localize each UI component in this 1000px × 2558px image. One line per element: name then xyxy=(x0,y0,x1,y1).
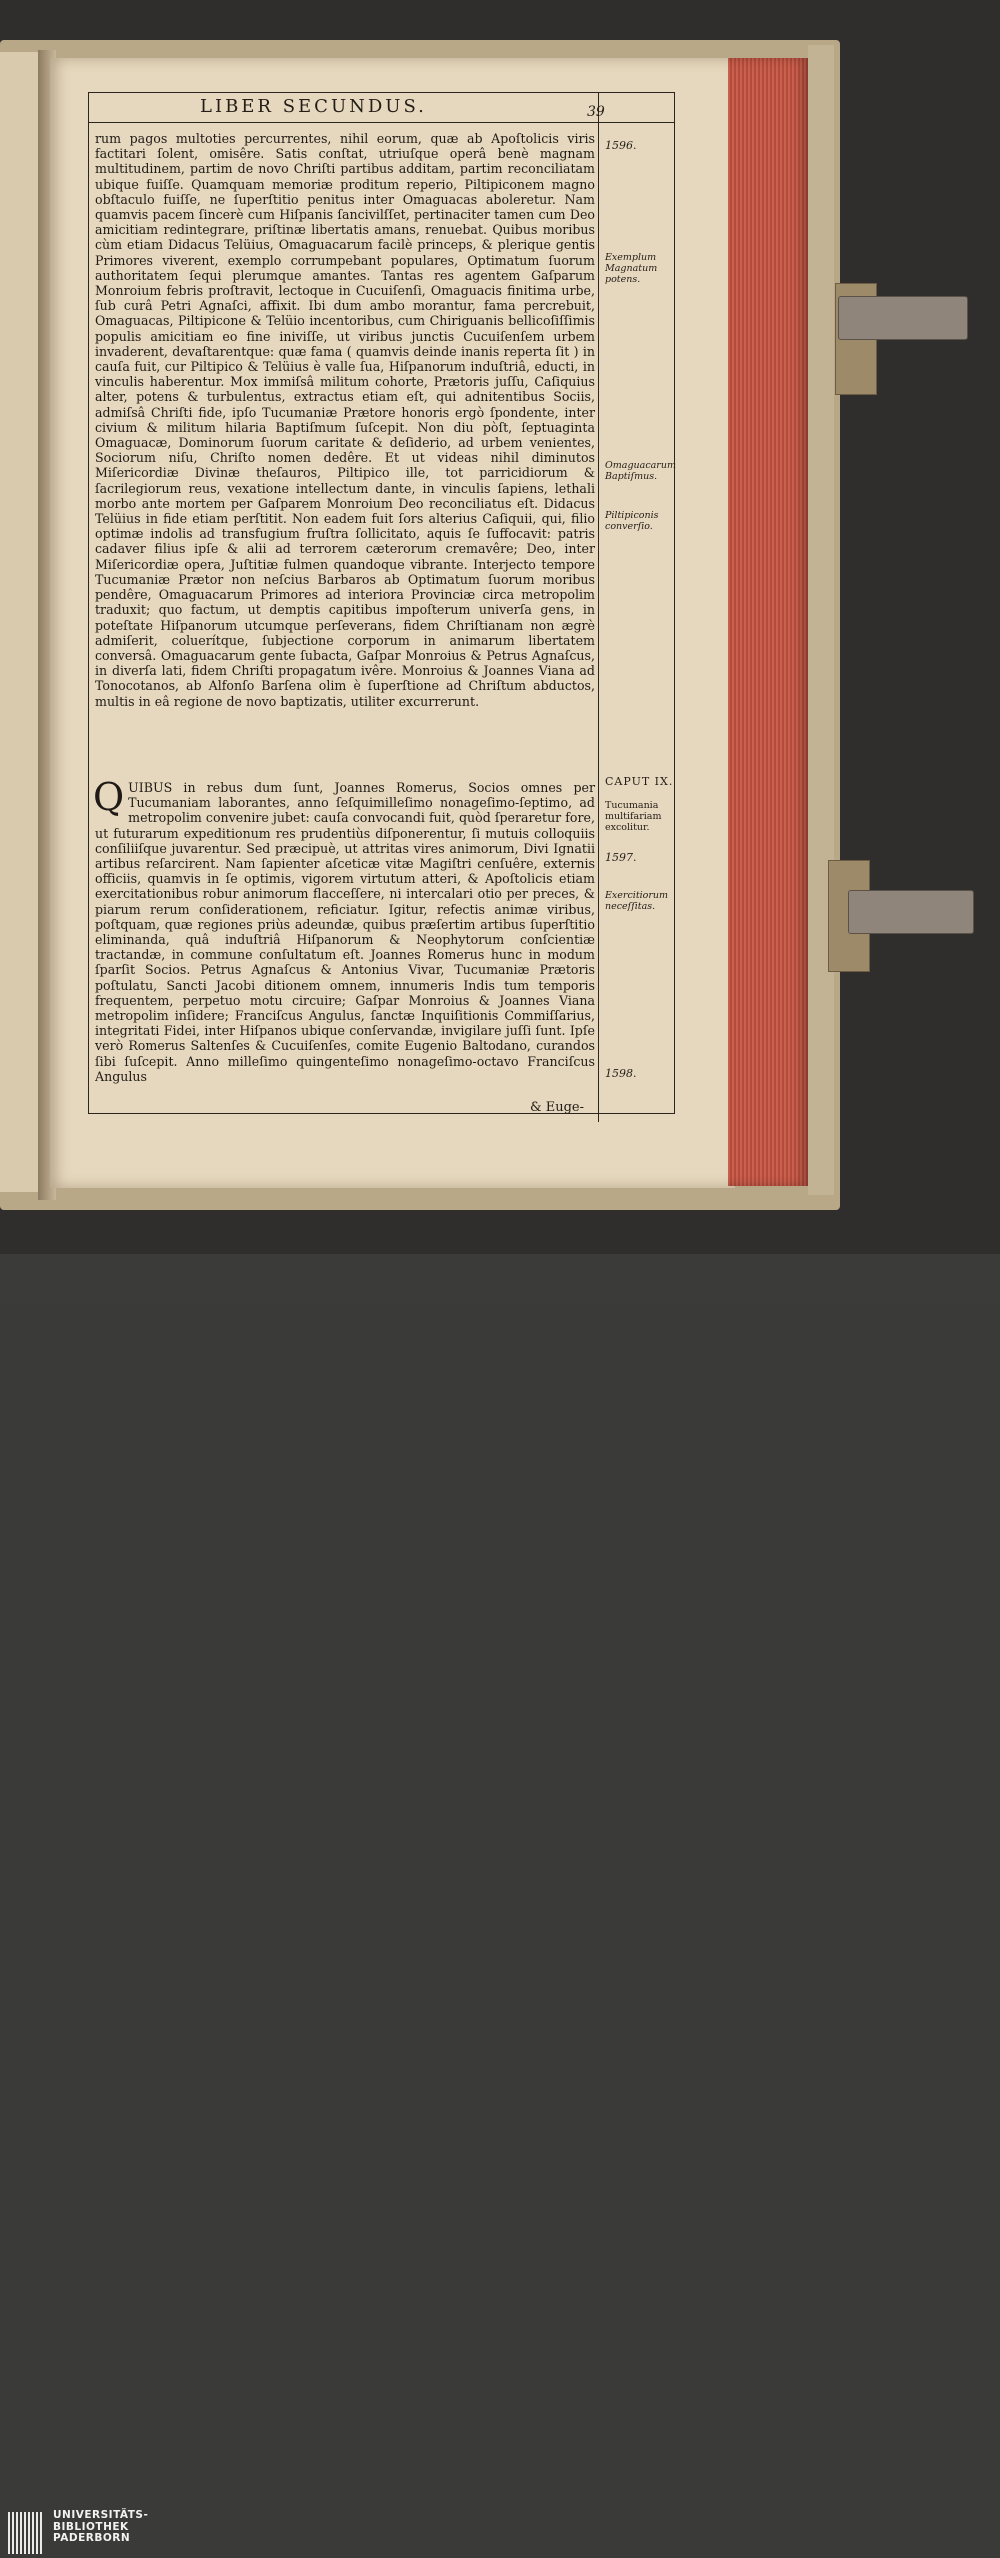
book-board xyxy=(808,45,834,1195)
library-name-line: BIBLIOTHEK xyxy=(53,2520,129,2533)
paragraph-1: rum pagos multoties percurrentes, nihil eorum, quæ ab Apoſtolicis viris factitari ſolent, omisêre. Satis conſtat, utriuſque operâ benè magnam multitudinem, partim de novo Chriſti partibus additam, partim reconciliatam ubique fuiſſe. Quamquam memoriæ proditum reperio, Piltipiconem magno obſtaculo fuiſſe, ne ſuperſtitio penitus inter Omaguacas aboleretur. Nam quamvis pacem ſincerè cum Hiſpanis ſancivilſſet, pertinaciter tamen cum Deo amicitiam redintegrare, priſtinæ libertatis amans, renuebat. Quibus moribus cùm etiam Didacus Telüius, Omaguacarum facilè princeps, & plerique gentis Primores viverent, exemplo corrumpebant populares, Optimatum ſuorum authoritatem ſequi plerumque amantes. Tantas res agentem Gaſparum Monroium febris proſtravit, lectoque in Cucuiſenſi, Omaguacis finitima urbe, ſub curâ Petri Agnaſci, affixit. Ibi dum ambo morantur, fama percrebuit, Omaguacas, Piltipicone & Telüio incentoribus, cum Chiriguanis bellicoſiſſimis populis amicitiam eo fine iniviſſe, ut viribus junctis Cucuiſenſem urbem invaderent, devaſtarentque: quæ fama ( quamvis deinde inanis reperta ſit ) in cauſa fuit, cur Piltipico & Telüius è valle ſua, Hiſpanorum induſtriâ, educti, in vinculis haberentur. Mox immiſsâ militum cohorte, Prætoris juſſu, Caſiquius alter, potens & turbulentus, extractus etiam eſt, qui adnitentibus Sociis, admiſsâ Chriſti fide, ipſo Tucumaniæ Prætore honoris ergò ſpondente, inter civium & militum hilaria Baptiſmum ſuſcepit. Non diu pòſt, ſeptuaginta Omaguacæ, Dominorum ſuorum caritate & deſiderio, ad urbem venientes, Sociorum niſu, Chriſto nomen dedêre. Et ut videas nihil diminutos Miſericordiæ Divinæ theſauros, Piltipico ille, tot parricidiorum & ſacrilegiorum reus, vexatione intellectum dante, in vinculis ſapiens, lethali morbo ante mortem per Gaſparem Monroium Deo reconciliatus eſt. Didacus Telüius in fide etiam perſtitit. Non eadem fuit ſors alterius Caſiquii, qui, filio optimæ indolis ad transfugium fruſtra ſollicitato, aquis ſe ſuffocavit: patris cadaver filius ipſe & alii ad terrorem cæterorum cremavêre; Deo, inter Miſericordiæ opera, Juſtitiæ fulmen quandoque vibrante. Interjecto tempore Tucumaniæ Prætor non neſcius Barbaros ab Optimatum ſuorum moribus pendêre, Omaguacarum Primores ad interiora Provinciæ circa metropolim traduxit; quo factum, ut demptis capitibus impoſterum univerſa gens, in poteſtate Hiſpanorum utcumque perſeverans, fidem Chriſtianam non ægrè admiſerit, coluerítque, ſubjectione corporum in animarum libertatem conversâ. Omaguacarum gente ſubacta, Gaſpar Monroius & Petrus Agnaſcus, in diverſa lati, fidem Chriſti propagatum ivêre. Monroius & Joannes Viana ad Tonocotanos, ab Alfonſo Barſena olim è ſuperſtione ad Chriſtum abductos, multis in eâ regione de novo baptizatis, utiliter excurrerunt. xyxy=(95,131,595,709)
header-rule xyxy=(88,122,675,123)
margin-note: Tucumania multifariam excolitur. xyxy=(605,800,662,833)
page-number: 39 xyxy=(587,104,605,120)
drop-cap: Q xyxy=(93,775,125,819)
paragraph-2 xyxy=(93,775,595,1084)
hinge-top-icon xyxy=(838,296,968,340)
margin-note-year: 1597. xyxy=(605,851,637,864)
library-logo-icon xyxy=(8,2512,44,2558)
library-name-line: UNIVERSITÄTS- xyxy=(53,2509,149,2521)
book-scan xyxy=(0,0,1000,1254)
library-footer xyxy=(0,1254,1000,2544)
margin-note-year: 1596. xyxy=(605,139,637,152)
catchword: & Euge- xyxy=(530,1100,584,1115)
library-name xyxy=(53,2510,148,2545)
hinge-bottom-icon xyxy=(848,890,974,934)
library-name-line: PADERBORN xyxy=(53,2532,131,2544)
margin-note: Exemplum Magnatum potens. xyxy=(605,252,658,285)
running-head: LIBER SECUNDUS. xyxy=(200,96,427,117)
facing-page-edge xyxy=(0,52,42,1192)
red-page-edges xyxy=(728,58,810,1186)
chapter-heading: CAPUT IX. xyxy=(605,775,674,788)
paragraph-2-text: UIBUS in rebus dum ſunt, Joannes Romerus, Socios omnes per Tucumaniam laborantes, anno ſeſquimilleſimo nonageſimo-ſeptimo, ad metropolim convenire jubet: cauſa convocandi fuit, quòd ſperaretur fore, ut futurarum expeditionum res prudentiùs diſponerentur, ſi mutuis colloquiis conſiliiſque juvarentur. Sed præcipuè, ut attritas vires animorum, Divi Ignatii artibus reſarcirent. Nam ſapienter aſceticæ vitæ Magiſtri cenſuêre, externis officiis, quamvis in ſe optimis, vigorem virtutum atteri, & Apoſtolicis etiam exercitationibus robur animorum flacceſſere, ni intercalari otio per preces, & piarum rerum conſiderationem, reficiatur. Igitur, refectis animæ viribus, poſtquam, quæ regiones priùs adeundæ, quibus præſertim artibus ſuperſtitio eliminanda, quâ induſtriâ Hiſpanorum & Neophytorum conſcientiæ tractandæ, in commune conſultatum eſt. Joannes Romerus hunc in modum ſparſit Socios. Petrus Agnaſcus & Antonius Vivar, Tucumaniæ Prætoris poſtulatu, Sancti Jacobi ditionem omnem, innumeris Indis tum temporis frequentem, perpetuo motu circuire; Gaſpar Monroius & Joannes Viana metropolim inſidere; Franciſcus Angulus, ſanctæ Inquiſitionis Commiſſarius, integritati Fidei, inter Hiſpanos ubique conſervandæ, invigilare juſſi ſunt. Ipſe verò Romerus Saltenſes & Cucuiſenſes, comite Eugenio Baltodano, curandos ſibi ſuſcepit. Anno milleſimo quingenteſimo nonageſimo-octavo Franciſcus Angulus xyxy=(95,780,595,1084)
margin-note-year: 1598. xyxy=(605,1067,637,1080)
margin-note: Exercitiorum neceſſitas. xyxy=(605,890,669,912)
margin-rule xyxy=(598,92,599,1122)
margin-note: Piltipiconis converſio. xyxy=(605,510,659,532)
margin-note: Omaguacarum Baptiſmus. xyxy=(605,460,676,482)
